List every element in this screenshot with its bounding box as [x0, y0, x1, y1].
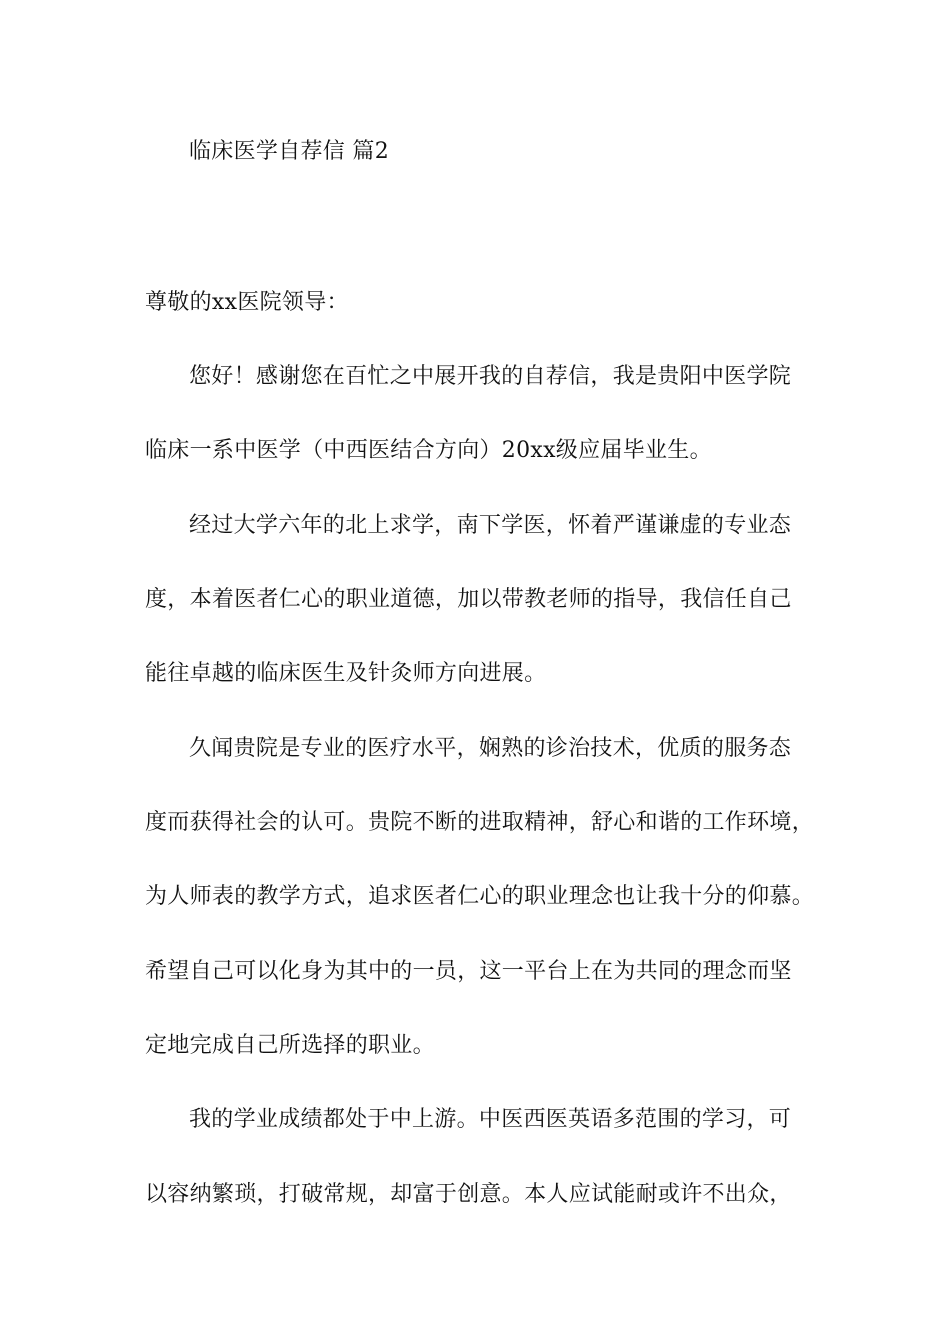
body-line: 度而获得社会的认可。贵院不断的进取精神，舒心和谐的工作环境，: [145, 810, 815, 835]
body-line: 久闻贵院是专业的医疗水平，娴熟的诊治技术，优质的服务态: [189, 736, 792, 761]
body-line: 临床一系中医学（中西医结合方向）20xx级应届毕业生。: [145, 438, 712, 463]
body-line: 为人师表的教学方式，追求医者仁心的职业理念也让我十分的仰慕。: [145, 884, 815, 909]
body-line: 以容纳繁琐，打破常规，却富于创意。本人应试能耐或许不出众，: [145, 1182, 792, 1207]
body-line: 能往卓越的临床医生及针灸师方向进展。: [145, 661, 547, 686]
body-line: 您好！感谢您在百忙之中展开我的自荐信，我是贵阳中医学院: [189, 364, 792, 389]
body-line: 我的学业成绩都处于中上游。中医西医英语多范围的学习，可: [189, 1107, 792, 1132]
body-line: 定地完成自己所选择的职业。: [145, 1033, 435, 1058]
body-line: 希望自己可以化身为其中的一员，这一平台上在为共同的理念而坚: [145, 959, 792, 984]
body-line: 经过大学六年的北上求学，南下学医，怀着严谨谦虚的专业态: [189, 513, 792, 538]
salutation: 尊敬的xx医院领导：: [145, 290, 349, 315]
document-title: 临床医学自荐信 篇2: [189, 139, 389, 164]
body-line: 度，本着医者仁心的职业道德，加以带教老师的指导，我信任自己: [145, 587, 792, 612]
